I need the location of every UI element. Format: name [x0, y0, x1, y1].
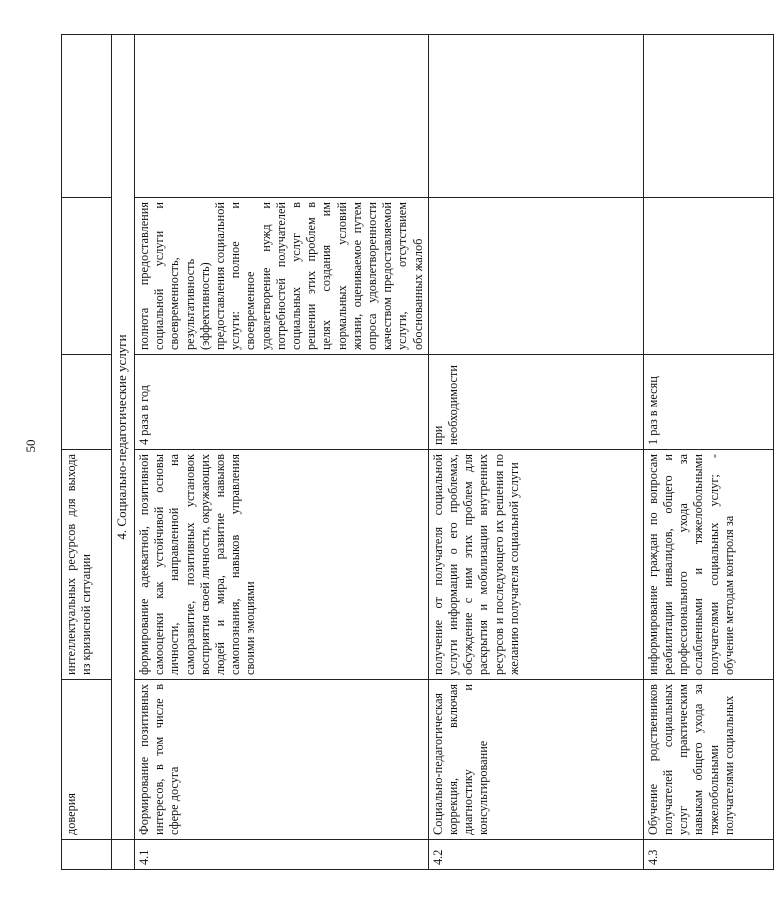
cell-notes: [135, 35, 429, 198]
cell-content: формирование адекватной, позитивной самооценки как устойчивой основы личности, направленной на саморазвитие, позитивных установок восприятия своей личности, окружающих людей и мира, развитие навыков самопознания, навыков управления своими эмоциями: [135, 450, 429, 680]
cell-content: получение от получателя социальной услуги информации о его проблемах, обсуждение с ним этих проблем для раскрытия и мобилизации внутренних ресурсов и последующего их решения по желанию получателя социальной услуги: [428, 450, 643, 680]
cell-notes: [62, 35, 112, 198]
services-table: [61, 34, 774, 870]
cell-term: 1 раз в месяц: [643, 355, 773, 450]
section-title: 4. Социально-педагогические услуги: [112, 35, 135, 840]
cell-name: доверия: [62, 680, 112, 840]
table-row: [428, 35, 643, 870]
cell-num: 4.1: [135, 840, 429, 870]
cell-name: Социально-педагогическая коррекция, включая диагностику и консультирование: [428, 680, 643, 840]
cell-name: Формирование позитивных интересов, в том числе в сфере досуга: [135, 680, 429, 840]
page-number: 50: [23, 439, 38, 453]
rotated-table-container: [61, 35, 736, 870]
cell-notes: [643, 35, 773, 198]
cell-num: 4.2: [428, 840, 643, 870]
section-row: [112, 35, 135, 870]
cell-indicator: полнота предоставления социальной услуги и своевременность, результативность (эффективность) предоставления социальной услуги: полное и своевременное удовлетворение нужд и потребностей получателей социальных услуг в решении этих проблем в целях создания им нормальных условий жизни, оцениваемое путем опроса удовлетворенности качеством предоставляемой услуги, отсутствием обоснованных жалоб: [135, 198, 429, 355]
cell-num: 4.3: [643, 840, 773, 870]
section-spacer: [112, 840, 135, 870]
cell-term: [62, 355, 112, 450]
cell-indicator: [428, 198, 643, 355]
cell-num: [62, 840, 112, 870]
table-row: [135, 35, 429, 870]
table-row: [643, 35, 773, 870]
cell-content: интеллектуальных ресурсов для выхода из кризисной ситуации: [62, 450, 112, 680]
cell-notes: [428, 35, 643, 198]
cell-content: информирование граждан по вопросам реабилитации инвалидов, общего и профессионального ухода за ослабленными и тяжелобольными получателями социальных услуг; - обучение методам контроля за: [643, 450, 773, 680]
cell-term: 4 раза в год: [135, 355, 429, 450]
cell-name: Обучение родственников получателей социальных услуг практическим навыкам общего ухода за тяжелобольными получателями социальных: [643, 680, 773, 840]
table-row: [62, 35, 112, 870]
cell-indicator: [62, 198, 112, 355]
cell-term: при необходимости: [428, 355, 643, 450]
cell-indicator: [643, 198, 773, 355]
